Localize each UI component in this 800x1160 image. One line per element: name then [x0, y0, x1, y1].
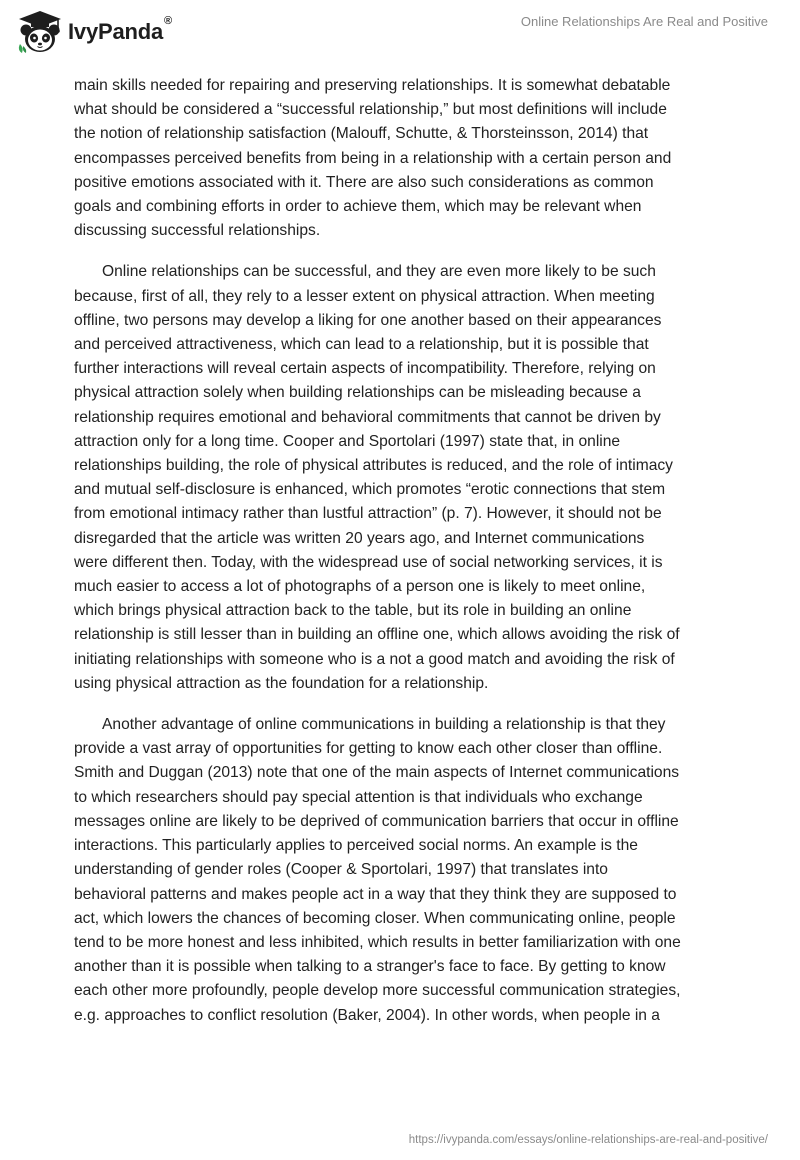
- text-line: attraction only for a long time. Cooper and Sportolari (1997) state that, in online: [74, 432, 621, 450]
- text-line: Smith and Duggan (2013) note that one of the main aspects of Internet communications: [74, 764, 680, 782]
- paragraph: [74, 74, 734, 243]
- text-line: disregarded that the article was written 20 years ago, and Internet communications: [74, 529, 645, 547]
- registered-mark: ®: [164, 15, 172, 27]
- text-line: e.g. approaches to conflict resolution (Baker, 2004). In other words, when people in a: [74, 1006, 660, 1024]
- text-line: initiating relationships with someone who is a not a good match and avoiding the risk of: [74, 650, 675, 668]
- text-line: physical attraction solely when building relationships can be misleading because a: [74, 384, 641, 402]
- text-line: Online relationships can be successful, and they are even more likely to be such: [102, 263, 656, 281]
- text-line: much easier to access a lot of photographs of a person one is likely to meet online,: [74, 578, 646, 596]
- paragraph: [74, 260, 734, 696]
- text-line: act, which lowers the chances of becoming closer. When communicating online, people: [74, 909, 676, 927]
- document-title: Online Relationships Are Real and Positive: [520, 14, 768, 29]
- brand-logo[interactable]: [14, 8, 172, 56]
- panda-graduate-icon: [14, 8, 66, 56]
- text-line: from emotional intimacy rather than lustful attraction” (p. 7). However, it should not be: [74, 505, 662, 523]
- text-line: the notion of relationship satisfaction (Malouff, Schutte, & Thorsteinsson, 2014) that: [74, 125, 649, 143]
- text-line: and perceived attractiveness, which can lead to a relationship, but it is possible that: [74, 336, 649, 354]
- text-line: relationship requires emotional and behavioral commitments that cannot be driven by: [74, 408, 661, 426]
- text-line: further interactions will reveal certain aspects of incompatibility. Therefore, relying on: [74, 360, 656, 378]
- text-line: provide a vast array of opportunities for getting to know each other closer than offline.: [74, 740, 663, 758]
- text-line: relationship is still lesser than in building an offline one, which allows avoiding the risk of: [74, 626, 680, 644]
- text-line: because, first of all, they rely to a lesser extent on physical attraction. When meeting: [74, 287, 655, 305]
- text-line: offline, two persons may develop a liking for one another based on their appearances: [74, 311, 662, 329]
- text-line: encompasses perceived benefits from being in a relationship with a certain person and: [74, 149, 672, 167]
- text-line: messages online are likely to be deprived of communication barriers that occur in offline: [74, 812, 679, 830]
- text-line: tend to be more honest and less inhibited, which results in better familiarization with one: [74, 933, 681, 951]
- text-line: discussing successful relationships.: [74, 222, 321, 240]
- text-line: using physical attraction as the foundation for a relationship.: [74, 674, 489, 692]
- text-line: and mutual self-disclosure is enhanced, which promotes “erotic connections that stem: [74, 481, 666, 499]
- text-line: what should be considered a “successful relationship,” but most definitions will include: [74, 101, 667, 119]
- text-line: relationships building, the role of physical attributes is reduced, and the role of intimacy: [74, 457, 673, 475]
- text-line: Another advantage of online communications in building a relationship is that they: [102, 716, 666, 734]
- essay-body: [74, 74, 734, 1045]
- text-line: interactions. This particularly applies to perceived social norms. An example is the: [74, 837, 638, 855]
- text-line: main skills needed for repairing and preserving relationships. It is somewhat debatable: [74, 77, 671, 94]
- text-line: each other more profoundly, people develop more successful communication strategies,: [74, 982, 681, 1000]
- text-line: which brings physical attraction back to the table, but its role in building an online: [74, 602, 632, 620]
- brand-name: IvyPanda®: [68, 15, 172, 44]
- text-line: were different then. Today, with the widespread use of social networking services, it is: [74, 553, 663, 571]
- paragraph: [74, 713, 734, 1028]
- text-line: another than it is possible when talking to a stranger's face to face. By getting to know: [74, 958, 666, 976]
- text-line: goals and combining efforts in order to achieve them, which may be relevant when: [74, 198, 642, 216]
- source-url[interactable]: https://ivypanda.com/essays/online-relationships-are-real-and-positive/: [408, 1134, 768, 1146]
- text-line: behavioral patterns and makes people act in a way that they think they are supposed to: [74, 885, 677, 903]
- text-line: understanding of gender roles (Cooper & Sportolari, 1997) that translates into: [74, 861, 608, 879]
- text-line: positive emotions associated with it. There are also such considerations as common: [74, 173, 654, 191]
- page-header: [0, 0, 800, 64]
- text-line: to which researchers should pay special attention is that individuals who exchange: [74, 788, 643, 806]
